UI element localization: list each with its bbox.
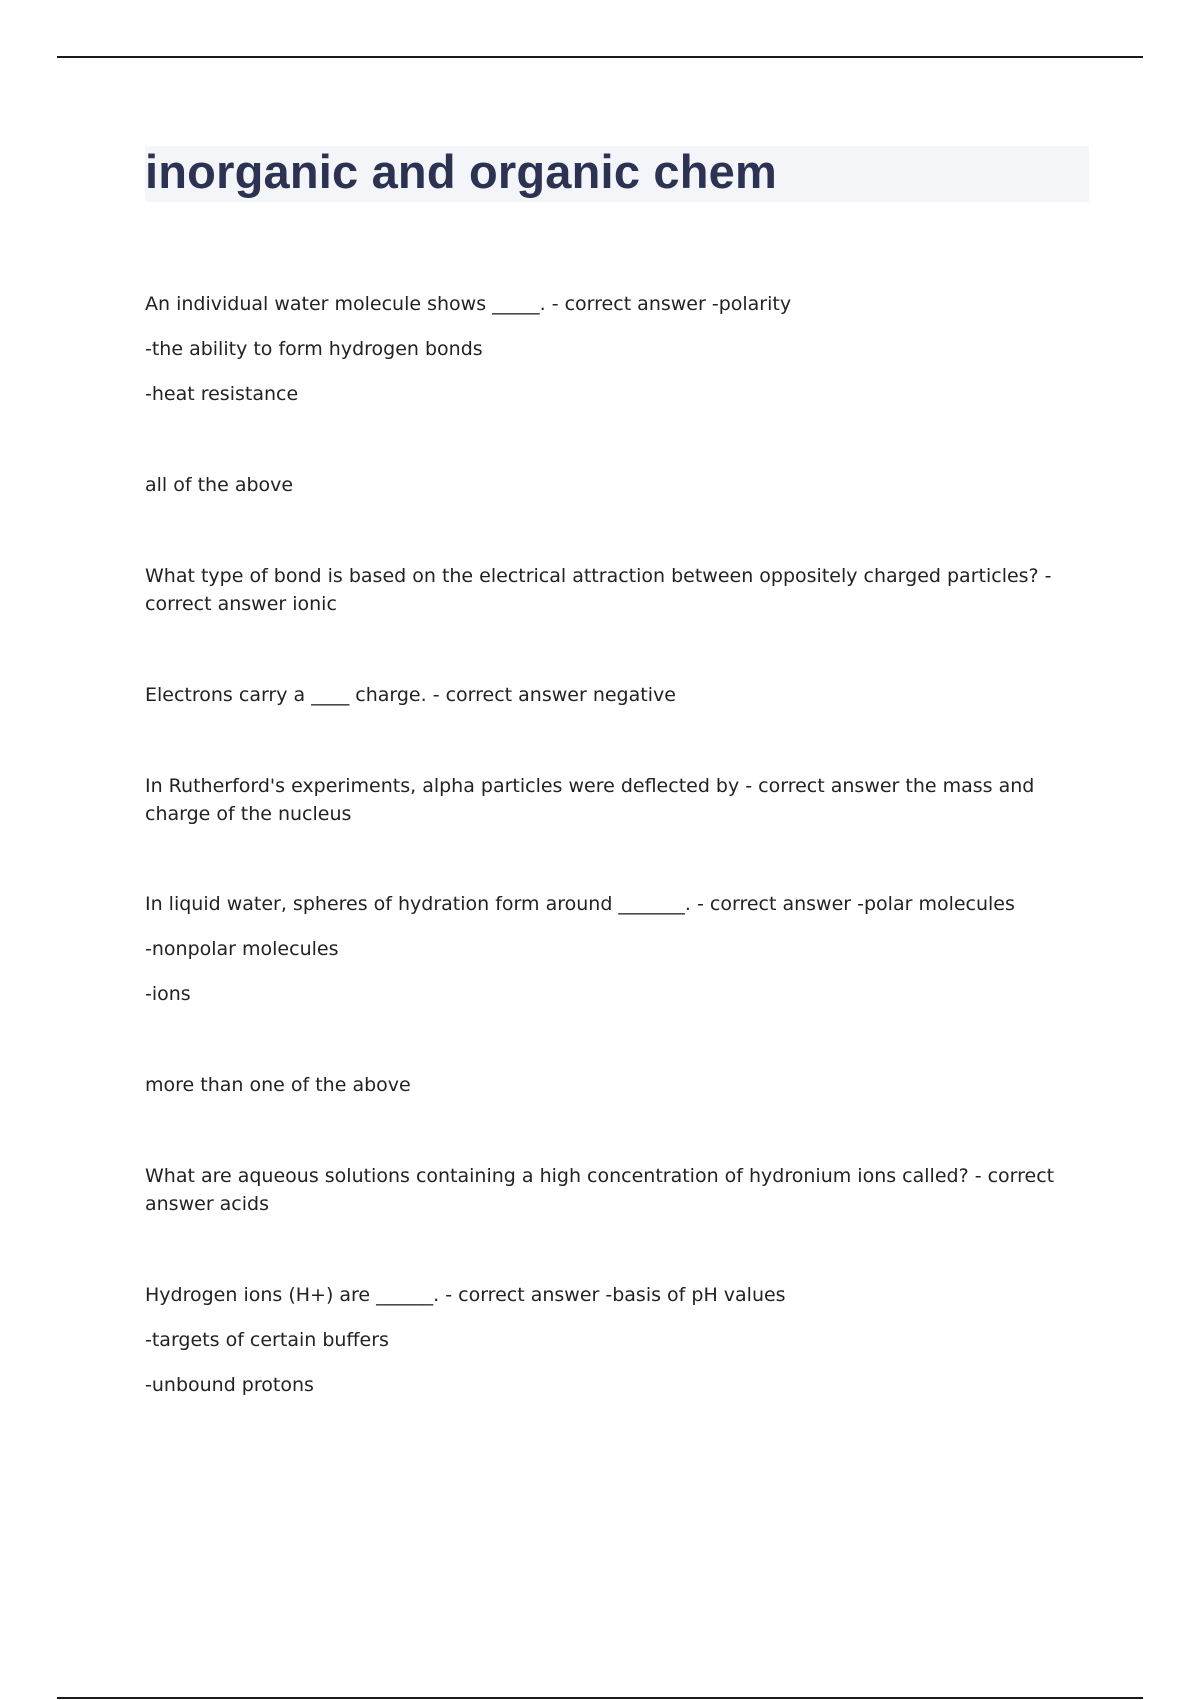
question-1-option-3: -heat resistance <box>145 383 299 405</box>
question-1: An individual water molecule shows _____. - correct answer -polarity <box>145 293 792 315</box>
document-body <box>145 290 1075 1399</box>
question-7-option-3: -unbound protons <box>145 1374 314 1396</box>
question-6: What are aqueous solutions containing a high concentration of hydronium ions called? - correct answer acids <box>145 1165 1055 1215</box>
header-rule <box>57 56 1143 58</box>
footer-rule <box>57 1697 1143 1699</box>
question-5-option-2: -nonpolar molecules <box>145 938 339 960</box>
question-5-option-3: -ions <box>145 983 191 1005</box>
question-5: In liquid water, spheres of hydration form around _______. - correct answer -polar molecules <box>145 893 1015 915</box>
question-3: Electrons carry a ____ charge. - correct answer negative <box>145 684 676 706</box>
question-1-option-2: -the ability to form hydrogen bonds <box>145 338 483 360</box>
question-7-option-2: -targets of certain buffers <box>145 1329 389 1351</box>
question-2: What type of bond is based on the electrical attraction between oppositely charged particles? - correct answer ionic <box>145 565 1052 615</box>
document-title: inorganic and organic chem <box>145 145 777 198</box>
question-7: Hydrogen ions (H+) are ______. - correct answer -basis of pH values <box>145 1284 786 1306</box>
question-5-option-4: more than one of the above <box>145 1074 411 1096</box>
question-4: In Rutherford's experiments, alpha particles were deflected by - correct answer the mass and charge of the nucleus <box>145 775 1035 825</box>
question-1-option-4: all of the above <box>145 474 294 496</box>
